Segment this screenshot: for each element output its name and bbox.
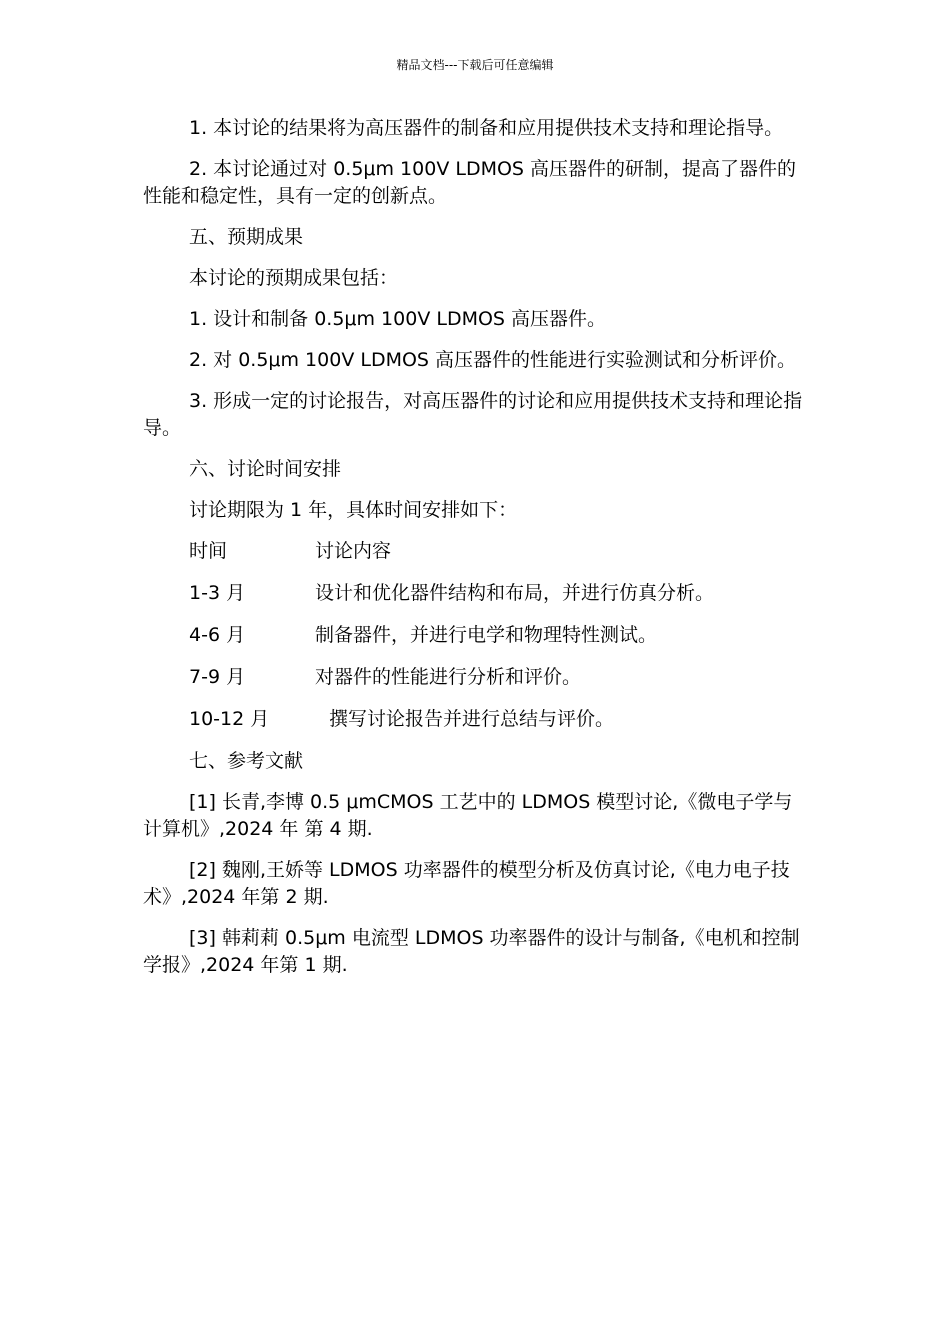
schedule-content: 设计和优化器件结构和布局，并进行仿真分析。 — [315, 582, 715, 604]
reference-item: [2] 魏刚,王娇等 LDMOS 功率器件的模型分析及仿真讨论,《电力电子技术》,2024 年第 2 期. — [143, 859, 790, 908]
schedule-time: 4-6 月 — [189, 624, 246, 646]
page-header: 精品文档---下载后可任意编辑 — [396, 58, 554, 72]
schedule-header-row — [143, 538, 808, 565]
schedule-content: 撰写讨论报告并进行总结与评价。 — [329, 708, 615, 730]
paragraph-expected-intro: 本讨论的预期成果包括： — [189, 267, 399, 289]
reference-item: [3] 韩莉莉 0.5μm 电流型 LDMOS 功率器件的设计与制备,《电机和控制学报》,2024 年第 1 期. — [143, 927, 800, 976]
paragraph-schedule-intro: 讨论期限为 1 年，具体时间安排如下： — [189, 499, 518, 521]
schedule-time: 10-12 月 — [189, 708, 270, 730]
paragraph-expected-2: 2. 对 0.5μm 100V LDMOS 高压器件的性能进行实验测试和分析评价。 — [189, 349, 797, 371]
schedule-header-time: 时间 — [189, 540, 228, 562]
paragraph-expected-1: 1. 设计和制备 0.5μm 100V LDMOS 高压器件。 — [189, 308, 607, 330]
section-heading-expected-results: 五、预期成果 — [189, 226, 304, 248]
schedule-time: 7-9 月 — [189, 666, 246, 688]
schedule-content: 制备器件，并进行电学和物理特性测试。 — [315, 624, 658, 646]
schedule-header-content: 讨论内容 — [315, 540, 392, 562]
schedule-time: 1-3 月 — [189, 582, 246, 604]
reference-item: [1] 长青,李博 0.5 μmCMOS 工艺中的 LDMOS 模型讨论,《微电子学与计算机》,2024 年 第 4 期. — [143, 791, 793, 840]
schedule-row — [143, 622, 808, 649]
section-heading-schedule: 六、讨论时间安排 — [189, 458, 342, 480]
document-body — [143, 115, 808, 993]
paragraph-expected-3: 3. 形成一定的讨论报告，对高压器件的讨论和应用提供技术支持和理论指导。 — [143, 390, 803, 439]
schedule-row — [143, 580, 808, 607]
schedule-row — [143, 706, 808, 733]
section-heading-references: 七、参考文献 — [189, 750, 304, 772]
paragraph-result-2: 2. 本讨论通过对 0.5μm 100V LDMOS 高压器件的研制，提高了器件的性能和稳定性，具有一定的创新点。 — [143, 158, 797, 207]
schedule-row — [143, 664, 808, 691]
schedule-content: 对器件的性能进行分析和评价。 — [315, 666, 582, 688]
paragraph-result-1: 1. 本讨论的结果将为高压器件的制备和应用提供技术支持和理论指导。 — [189, 117, 784, 139]
